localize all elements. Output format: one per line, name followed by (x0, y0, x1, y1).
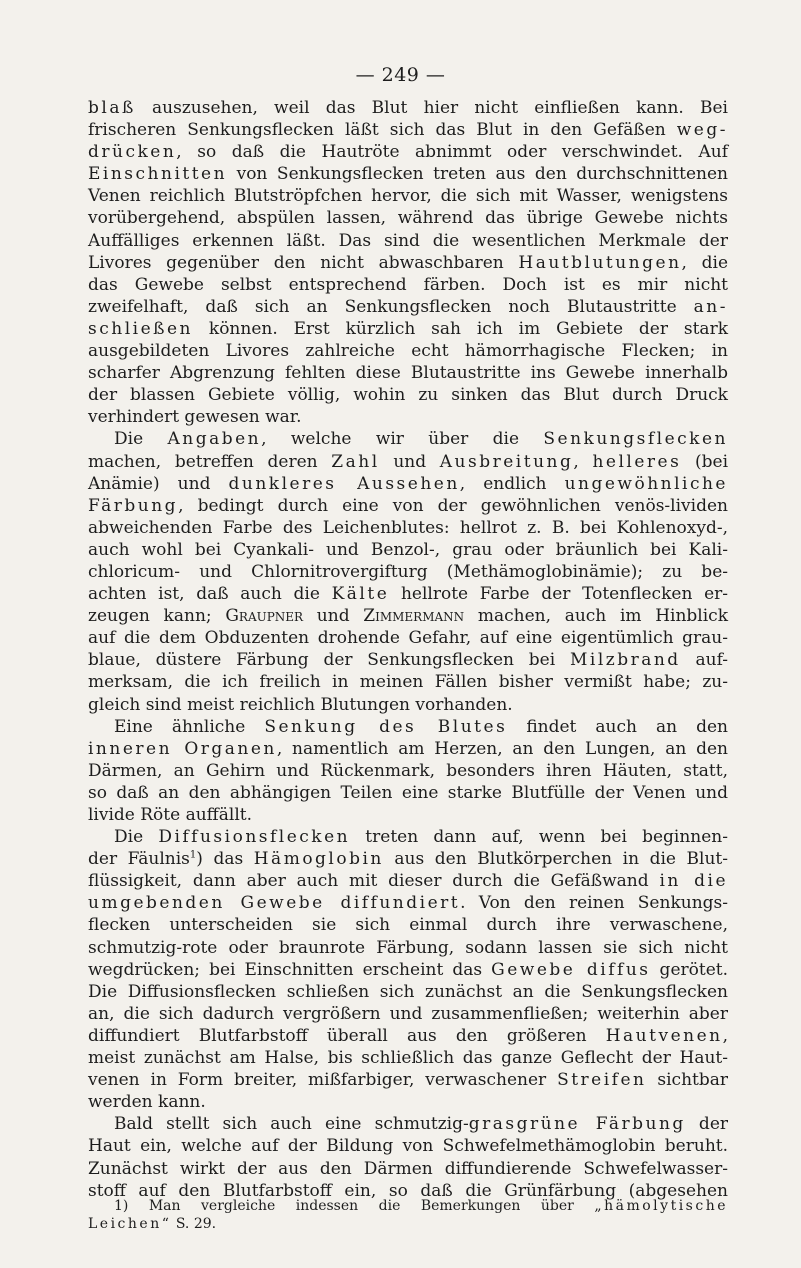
spaced-text: Hautblutungen (518, 252, 682, 273)
spaced-text: inneren Organen (88, 738, 277, 759)
text-line: Zunächst wirkt der aus den Därmen diffundierende Schwefelwasser- (88, 1158, 728, 1179)
text-line: auch wohl bei Cyankali- und Benzol-, grau oder bräunlich bei Kali- (88, 539, 728, 560)
spaced-text: Färbung (88, 495, 179, 516)
text-line: abweichenden Farbe des Leichenblutes: hellrot z. B. bei Kohlenoxyd-, (88, 517, 728, 538)
text-line: scharfer Abgrenzung fehlten diese Blutaustritte ins Gewebe innerhalb (88, 363, 728, 384)
text-line: Venen reichlich Blutströpfchen hervor, die sich mit Wasser, wenigstens (88, 186, 728, 207)
author-name: Zimmermann (363, 606, 465, 627)
text-line: so daß an den abhängigen Teilen eine starke Blutfülle der Venen und (88, 782, 728, 803)
text-line: Livores gegenüber den nicht abwaschbaren Hautblutungen, die (88, 252, 728, 273)
text-line: Därmen, an Gehirn und Rückenmark, besonders ihren Häuten, statt, (88, 760, 728, 781)
text-line: an, die sich dadurch vergrößern und zusammenfließen; weiterhin aber (88, 1003, 728, 1024)
spaced-text: drücken (88, 142, 177, 163)
spaced-text: umgebenden Gewebe diffundiert (88, 893, 461, 914)
text-line: werden kann. (88, 1092, 206, 1113)
text-line: diffundiert Blutfarbstoff überall aus den größeren Hautvenen, (88, 1025, 728, 1046)
text-line: Einschnitten von Senkungsflecken treten aus den durchschnittenen (88, 164, 728, 185)
spaced-text: Ausbreitung (439, 451, 574, 472)
text-line: machen, betreffen deren Zahl und Ausbreitung, helleres (bei (88, 451, 729, 472)
footnote-line: Leichen“ S. 29. (88, 1216, 217, 1232)
text-line: flüssigkeit, dann aber auch mit dieser durch die Gefäßwand in die (88, 871, 729, 892)
text-line: Bald stellt sich auch eine schmutzig-grasgrüne Färbung der (114, 1114, 728, 1135)
text-line: verhindert gewesen war. (88, 407, 302, 428)
spaced-text: Streifen (557, 1070, 647, 1091)
spaced-text: Hautvenen (605, 1025, 723, 1046)
spaced-text: an- (693, 296, 728, 317)
spaced-text: Einschnitten (88, 164, 228, 185)
text-line: der Fäulnis$^1$) das Hämoglobin aus den Blutkörperchen in die Blut- (88, 849, 728, 870)
body-text (88, 97, 728, 1202)
text-line: zweifelhaft, daß sich an Senkungsflecken noch Blutaustritte an- (88, 296, 728, 317)
spaced-text: „hämolytische (594, 1198, 728, 1214)
text-line: inneren Organen, namentlich am Herzen, an den Lungen, an den (88, 738, 728, 759)
text-line: Färbung, bedingt durch eine von der gewöhnlichen venös-lividen (88, 495, 728, 516)
author-name: Graupner (225, 606, 304, 627)
spaced-text: Kälte (331, 584, 390, 605)
text-line: das Gewebe selbst entsprechend färben. Doch ist es mir nicht (88, 274, 728, 295)
text-line: blaß auszusehen, weil das Blut hier nicht einfließen kann. Bei (88, 98, 728, 118)
text-line: achten ist, daß auch die Kälte hellrote Farbe der Totenflecken er- (88, 584, 729, 605)
spaced-text: Milzbrand (569, 650, 681, 671)
spaced-text: Leichen“ (88, 1216, 172, 1232)
text-line: meist zunächst am Halse, bis schließlich das ganze Geflecht der Haut- (88, 1048, 728, 1069)
text-line: venen in Form breiter, mißfarbiger, verwaschener Streifen sichtbar (88, 1070, 728, 1091)
page-number: — 249 — (355, 64, 446, 86)
text-line: drücken, so daß die Hautröte abnimmt oder verschwindet. Auf (88, 142, 728, 163)
text-line: Die Diffusionsflecken treten dann auf, wenn bei beginnen- (114, 827, 728, 848)
text-line: wegdrücken; bei Einschnitten erscheint das Gewebe diffus gerötet. (88, 959, 728, 980)
footnote-line: 1) Man vergleiche indessen die Bemerkungen über „hämolytische (114, 1198, 728, 1214)
text-line: umgebenden Gewebe diffundiert. Von den reinen Senkungs- (88, 893, 728, 914)
spaced-text: in die (659, 871, 729, 892)
footnote-marker: 1 (189, 849, 197, 861)
text-line: merksam, die ich freilich in meinen Fällen bisher vermißt habe; zu- (88, 672, 728, 693)
spaced-text: schließen (88, 318, 193, 339)
text-line: Auffälliges erkennen läßt. Das sind die wesentlichen Merkmale der (88, 230, 728, 251)
text-line: Anämie) und dunkleres Aussehen, endlich ungewöhnliche (88, 473, 728, 494)
spaced-text: Angaben (167, 429, 262, 450)
text-line: auf die dem Obduzenten drohende Gefahr, auf eine eigentümlich grau- (88, 628, 728, 649)
text-line: gleich sind meist reichlich Blutungen vorhanden. (88, 694, 513, 715)
text-line: zeugen kann; Graupner und Zimmermann machen, auch im Hinblick (88, 606, 728, 627)
spaced-text: dunkleres Aussehen (228, 473, 460, 494)
text-line: stoff auf den Blutfarbstoff ein, so daß die Grünfärbung (abgesehen (88, 1180, 728, 1201)
text-line: Eine ähnliche Senkung des Blutes findet auch an den (114, 716, 728, 737)
text-line: der blassen Gebiete völlig, wohin zu sinken das Blut durch Druck (88, 385, 728, 406)
spaced-text: ungewöhnliche (564, 473, 728, 494)
spaced-text: blaß (88, 98, 136, 118)
text-line: flecken unterscheiden sie sich einmal durch ihre verwaschene, (88, 915, 728, 936)
spaced-text: Diffusionsflecken (158, 827, 351, 848)
spaced-text: Hämoglobin (253, 849, 384, 870)
text-line: Die Diffusionsflecken schließen sich zunächst an die Senkungsflecken (88, 981, 728, 1002)
text-line: ausgebildeten Livores zahlreiche echt hämorrhagische Flecken; in (88, 341, 728, 362)
text-line: chloricum- und Chlornitrovergifturg (Methämoglobinämie); zu be- (88, 561, 728, 582)
text-line: Haut ein, welche auf der Bildung von Schwefelmethämoglobin beruht. (88, 1136, 728, 1157)
text-line: vorübergehend, abspülen lassen, während das übrige Gewebe nichts (88, 208, 728, 229)
text-line: livide Röte auffällt. (88, 805, 252, 825)
spaced-text: grasgrüne Färbung (468, 1114, 686, 1135)
footnote (88, 1197, 728, 1233)
text-line: Die Angaben, welche wir über die Senkungsflecken (114, 429, 728, 450)
text-line: frischeren Senkungsflecken läßt sich das Blut in den Gefäßen weg- (88, 120, 728, 141)
text-line: blaue, düstere Färbung der Senkungsflecken bei Milzbrand auf- (88, 650, 728, 671)
spaced-text: Gewebe diffus (491, 959, 651, 980)
spaced-text: weg- (676, 120, 728, 141)
text-line: schließen können. Erst kürzlich sah ich im Gebiete der stark (88, 318, 728, 339)
spaced-text: Senkung des Blutes (264, 716, 508, 737)
spaced-text: helleres (592, 451, 682, 472)
text-line: schmutzig-rote oder braunrote Färbung, sodann lassen sie sich nicht (88, 937, 728, 958)
spaced-text: Senkungsflecken (543, 429, 728, 450)
spaced-text: Zahl (331, 451, 380, 472)
